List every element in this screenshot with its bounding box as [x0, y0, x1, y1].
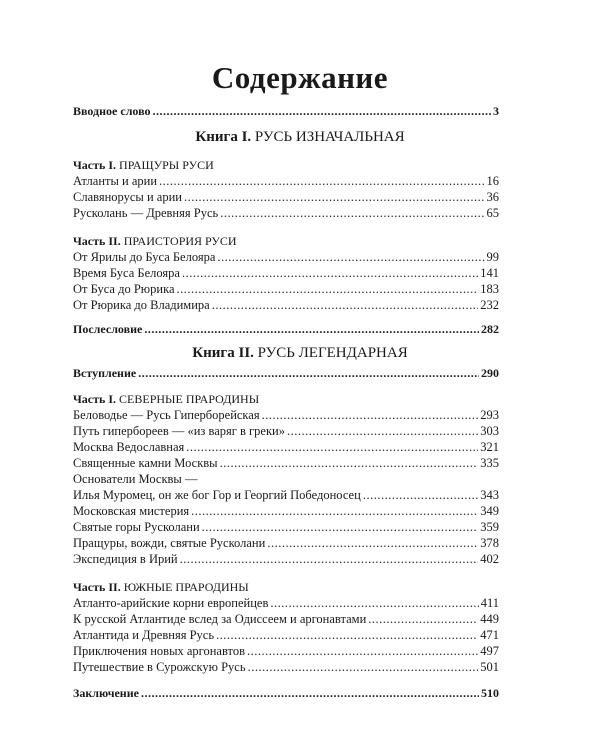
part-prefix: Часть II. [73, 234, 121, 248]
toc-entry[interactable] [73, 298, 499, 313]
toc-page: 282 [481, 322, 499, 336]
dot-leader [220, 206, 484, 221]
toc-entry[interactable] [73, 456, 499, 471]
toc-entry[interactable] [73, 596, 499, 611]
book-1-part-2-heading [73, 234, 237, 249]
dot-leader [177, 282, 479, 297]
part-name: ЮЖНЫЕ ПРАРОДИНЫ [123, 580, 249, 594]
book-2-part-1-heading [73, 392, 259, 407]
toc-entry[interactable] [73, 520, 499, 535]
dot-leader [217, 250, 484, 265]
toc-entry[interactable] [73, 206, 499, 221]
toc-label: Атлантида и Древняя Русь [73, 628, 215, 642]
toc-label: Вводное слово [73, 104, 151, 118]
dot-leader [270, 596, 478, 611]
toc-page: 16 [486, 174, 499, 188]
book-1-part-1-heading [73, 158, 214, 173]
toc-label: Пращуры, вожди, святые Русколани [73, 536, 266, 550]
toc-label: Московская мистерия [73, 504, 190, 518]
toc-label: Русколань — Древняя Русь [73, 206, 219, 220]
toc-page: 402 [480, 552, 499, 566]
toc-label: Послесловие [73, 322, 143, 336]
toc-page: 501 [480, 660, 499, 674]
toc-page: 411 [480, 596, 499, 610]
toc-label: Святые горы Русколани [73, 520, 200, 534]
toc-entry-afterword[interactable] [73, 322, 499, 337]
book-2-prefix: Книга II. [192, 345, 254, 361]
toc-label: Атланты и арии [73, 174, 158, 188]
dot-leader [182, 266, 478, 281]
toc-label: Атланто-арийские корни европейцев [73, 596, 269, 610]
toc-page: 321 [480, 440, 499, 454]
dot-leader [262, 408, 479, 423]
toc-label: Время Буса Белояра [73, 266, 180, 280]
toc-entry[interactable] [73, 266, 499, 281]
toc-entry-book-2-intro[interactable] [73, 366, 499, 381]
dot-leader [141, 686, 479, 701]
toc-page: 349 [480, 504, 499, 518]
dot-leader [159, 174, 484, 189]
toc-page: 99 [486, 250, 499, 264]
toc-label: Вступление [73, 366, 137, 380]
dot-leader [186, 440, 478, 455]
toc-entry[interactable] [73, 644, 499, 659]
toc-page: 293 [480, 408, 499, 422]
dot-leader [287, 424, 478, 439]
toc-label: Москва Ведославная [73, 440, 185, 454]
toc-entry[interactable] [73, 552, 499, 567]
toc-page: 290 [481, 366, 499, 380]
toc-page: 65 [486, 206, 499, 220]
toc-entry[interactable] [73, 660, 499, 675]
toc-page: 359 [480, 520, 499, 534]
toc-page: 36 [486, 190, 499, 204]
toc-label: Беловодье — Русь Гиперборейская [73, 408, 260, 422]
part-prefix: Часть I. [73, 158, 117, 172]
dot-leader [153, 104, 491, 119]
toc-entry[interactable] [73, 504, 499, 519]
book-2-name: РУСЬ ЛЕГЕНДАРНАЯ [257, 345, 408, 361]
toc-page: 141 [480, 266, 499, 280]
toc-page: 183 [480, 282, 499, 296]
toc-entry-founders-line[interactable]: Основатели Москвы — [73, 472, 198, 486]
toc-page: 471 [480, 628, 499, 642]
toc-page: 343 [480, 488, 499, 502]
toc-entry[interactable] [73, 190, 499, 205]
toc-label: К русской Атлантиде вслед за Одиссеем и аргонавтами [73, 612, 367, 626]
part-name: ПРАИСТОРИЯ РУСИ [123, 234, 237, 248]
dot-leader [212, 298, 479, 313]
dot-leader [368, 612, 478, 627]
toc-page: 378 [480, 536, 499, 550]
toc-label: От Ярилы до Буса Белояра [73, 250, 216, 264]
part-name: СЕВЕРНЫЕ ПРАРОДИНЫ [119, 392, 260, 406]
toc-label: Приключения новых аргонавтов [73, 644, 245, 658]
book-1-prefix: Книга I. [195, 129, 252, 145]
toc-entry[interactable] [73, 250, 499, 265]
toc-page: 497 [480, 644, 499, 658]
dot-leader [216, 628, 478, 643]
part-prefix: Часть I. [73, 392, 117, 406]
toc-label: От Рюрика до Владимира [73, 298, 210, 312]
dot-leader [220, 456, 479, 471]
toc-label: Славянорусы и арии [73, 190, 182, 204]
toc-label: Священные камни Москвы [73, 456, 218, 470]
part-name: ПРАЩУРЫ РУСИ [119, 158, 214, 172]
dot-leader [191, 504, 478, 519]
toc-page: 303 [480, 424, 499, 438]
toc-entry[interactable] [73, 408, 499, 423]
toc-label: Заключение [73, 686, 139, 700]
toc-label: Путь гипербореев — «из варяг в греки» [73, 424, 285, 438]
toc-label: Илья Муромец, он же бог Гор и Георгий Победоносец [73, 488, 361, 502]
dot-leader [202, 520, 479, 535]
book-1-name: РУСЬ ИЗНАЧАЛЬНАЯ [254, 129, 405, 145]
toc-entry[interactable] [73, 628, 499, 643]
toc-page: 232 [480, 298, 499, 312]
toc-page: 510 [481, 686, 499, 700]
toc-entry[interactable] [73, 424, 499, 439]
toc-label: От Буса до Рюрика [73, 282, 175, 296]
toc-entry-intro[interactable] [73, 104, 499, 119]
toc-entry[interactable] [73, 282, 499, 297]
book-2-part-2-heading [73, 580, 249, 595]
book-2-heading [0, 344, 600, 362]
toc-label: Путешествие в Сурожскую Русь [73, 660, 246, 674]
part-prefix: Часть II. [73, 580, 121, 594]
dot-leader [184, 190, 485, 205]
toc-page: 3 [493, 104, 499, 118]
dot-leader [267, 536, 478, 551]
dot-leader [144, 322, 479, 337]
dot-leader [138, 366, 479, 381]
toc-entry[interactable] [73, 488, 499, 503]
toc-page: 449 [480, 612, 499, 626]
dot-leader [363, 488, 478, 503]
toc-entry[interactable] [73, 536, 499, 551]
page-title: Содержание [211, 60, 389, 95]
dot-leader [247, 644, 478, 659]
toc-entry[interactable] [73, 440, 499, 455]
toc-label: Экспедиция в Ирий [73, 552, 178, 566]
toc-entry[interactable] [73, 612, 499, 627]
dot-leader [248, 660, 479, 675]
toc-page: 335 [480, 456, 499, 470]
toc-entry[interactable] [73, 174, 499, 189]
dot-leader [180, 552, 479, 567]
book-1-heading [0, 128, 600, 146]
toc-entry-conclusion[interactable] [73, 686, 499, 701]
